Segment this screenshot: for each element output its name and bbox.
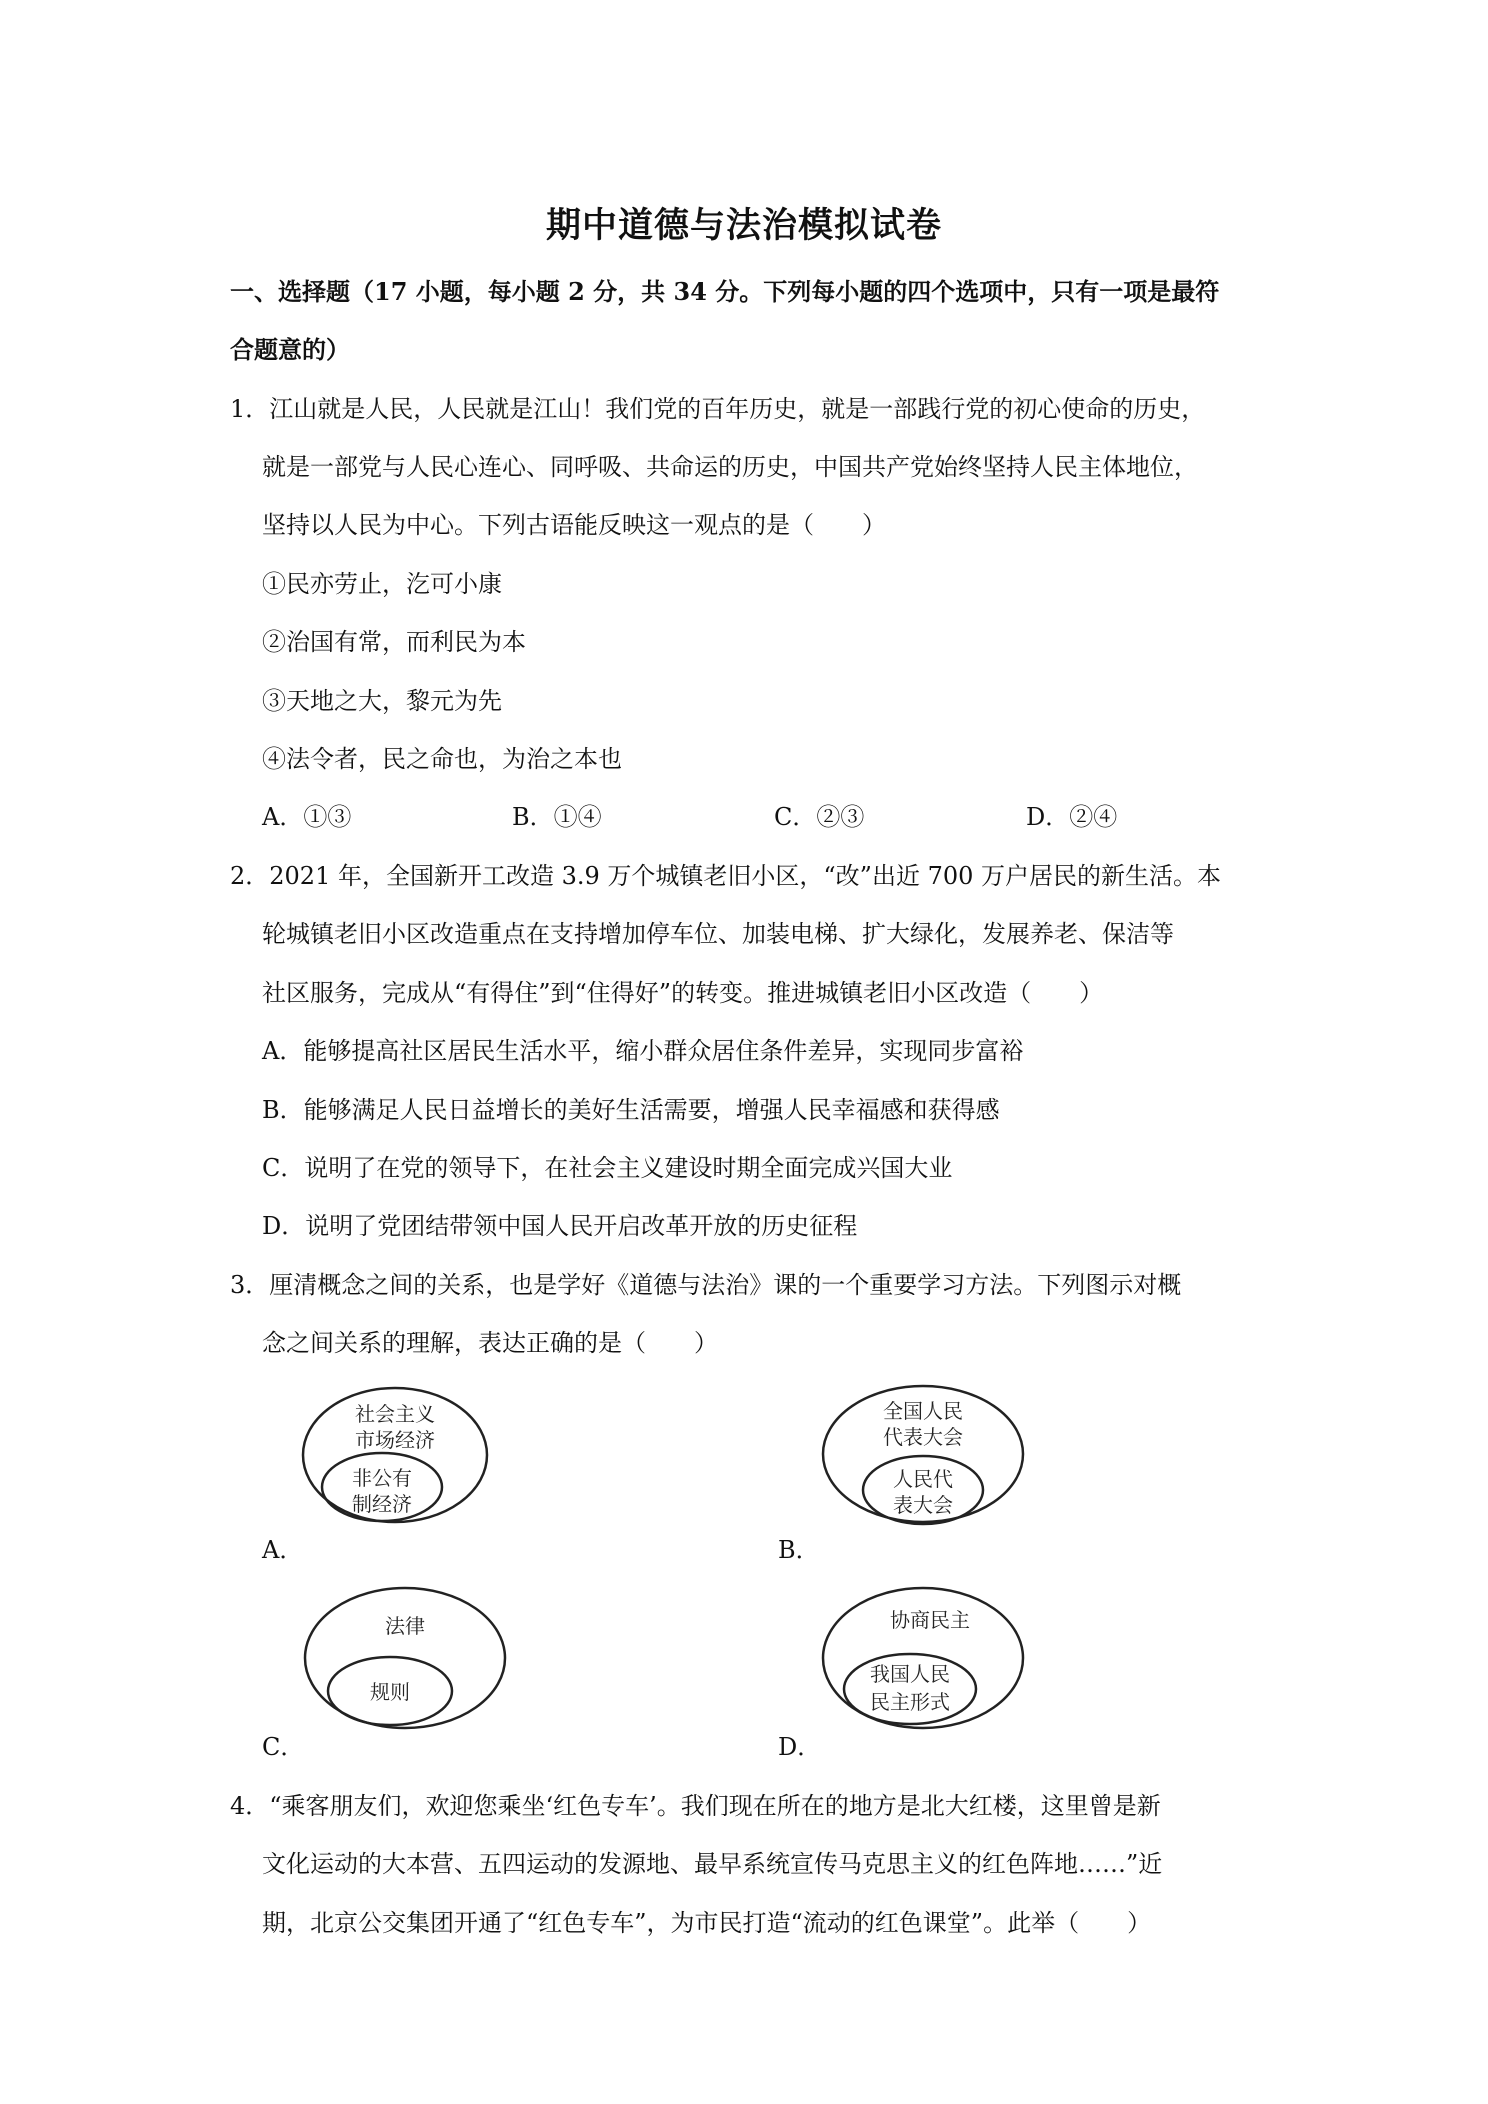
- q1-line3: 坚持以人民为中心。下列古语能反映这一观点的是（ ）: [262, 511, 886, 539]
- q3-option-b[interactable]: B．: [778, 1536, 820, 1564]
- diagram-c-inner-label-1: 规则: [370, 1680, 410, 1704]
- q2-option-c[interactable]: C．说明了在党的领导下，在社会主义建设时期全面完成兴国大业: [262, 1154, 953, 1182]
- q3-diagram-c: [300, 1583, 510, 1733]
- q2-line2: 轮城镇老旧小区改造重点在支持增加停车位、加装电梯、扩大绿化，发展养老、保洁等: [262, 920, 1174, 948]
- q1-option-a[interactable]: A．①③: [262, 803, 352, 831]
- q3-diagram-a: [300, 1385, 490, 1525]
- q3-line2: 念之间关系的理解，表达正确的是（ ）: [262, 1329, 718, 1357]
- diagram-d-inner-label-2: 民主形式: [870, 1690, 950, 1714]
- diagram-b-outer-label-2: 代表大会: [883, 1425, 963, 1449]
- q3-line1: 3．厘清概念之间的关系，也是学好《道德与法治》课的一个重要学习方法。下列图示对概: [230, 1271, 1182, 1299]
- diagram-d-outer-label-1: 协商民主: [890, 1608, 970, 1632]
- q1-option-b[interactable]: B．①④: [512, 803, 602, 831]
- q1-option-c[interactable]: C．②③: [774, 803, 865, 831]
- q3-diagram-d: [820, 1583, 1030, 1733]
- q1-line1: 1．江山就是人民，人民就是江山！我们党的百年历史，就是一部践行党的初心使命的历史，: [230, 395, 1206, 423]
- diagram-a-inner-label-1: 非公有: [352, 1466, 412, 1490]
- q3-option-c[interactable]: C．: [262, 1733, 305, 1761]
- diagram-d-inner-label-1: 我国人民: [870, 1662, 950, 1686]
- q3-diagram-b: [820, 1382, 1030, 1532]
- section-heading-line2: 合题意的）: [230, 335, 350, 364]
- q1-item-2: ②治国有常，而利民为本: [262, 628, 526, 656]
- section-heading-line1: 一、选择题（17 小题，每小题 2 分，共 34 分。下列每小题的四个选项中，只有一项是最符: [230, 277, 1220, 306]
- q4-line2: 文化运动的大本营、五四运动的发源地、最早系统宣传马克思主义的红色阵地……”近: [262, 1850, 1163, 1878]
- q2-line3: 社区服务，完成从“有得住”到“住得好”的转变。推进城镇老旧小区改造（ ）: [262, 979, 1104, 1007]
- q1-line2: 就是一部党与人民心连心、同呼吸、共命运的历史，中国共产党始终坚持人民主体地位，: [262, 453, 1198, 481]
- q4-line1: 4．“乘客朋友们，欢迎您乘坐‘红色专车’。我们现在所在的地方是北大红楼，这里曾是新: [230, 1792, 1161, 1820]
- diagram-b-inner-label-1: 人民代: [893, 1467, 953, 1491]
- q4-line3: 期，北京公交集团开通了“红色专车”，为市民打造“流动的红色课堂”。此举（ ）: [262, 1909, 1152, 1937]
- page-title: 期中道德与法治模拟试卷: [545, 205, 942, 246]
- q2-option-a[interactable]: A．能够提高社区居民生活水平，缩小群众居住条件差异，实现同步富裕: [262, 1037, 1024, 1065]
- q3-option-a[interactable]: A．: [262, 1536, 304, 1564]
- diagram-a-outer-label-2: 市场经济: [355, 1428, 435, 1452]
- q1-item-4: ④法令者，民之命也，为治之本也: [262, 745, 622, 773]
- q2-option-b[interactable]: B．能够满足人民日益增长的美好生活需要，增强人民幸福感和获得感: [262, 1096, 1000, 1124]
- diagram-b-inner-label-2: 表大会: [893, 1493, 953, 1517]
- q1-option-d[interactable]: D．②④: [1026, 803, 1118, 831]
- diagram-a-outer-label-1: 社会主义: [355, 1402, 435, 1426]
- q1-item-3: ③天地之大，黎元为先: [262, 687, 502, 715]
- q2-line1: 2．2021 年，全国新开工改造 3.9 万个城镇老旧小区，“改”出近 700 万户居民的新生活。本: [230, 862, 1222, 890]
- diagram-b-outer-label-1: 全国人民: [883, 1399, 963, 1423]
- q3-option-d[interactable]: D．: [778, 1733, 822, 1761]
- diagram-c-outer-label-1: 法律: [385, 1614, 425, 1638]
- q2-option-d[interactable]: D．说明了党团结带领中国人民开启改革开放的历史征程: [262, 1212, 858, 1240]
- q1-item-1: ①民亦劳止，汔可小康: [262, 570, 502, 598]
- diagram-a-inner-label-2: 制经济: [352, 1492, 412, 1516]
